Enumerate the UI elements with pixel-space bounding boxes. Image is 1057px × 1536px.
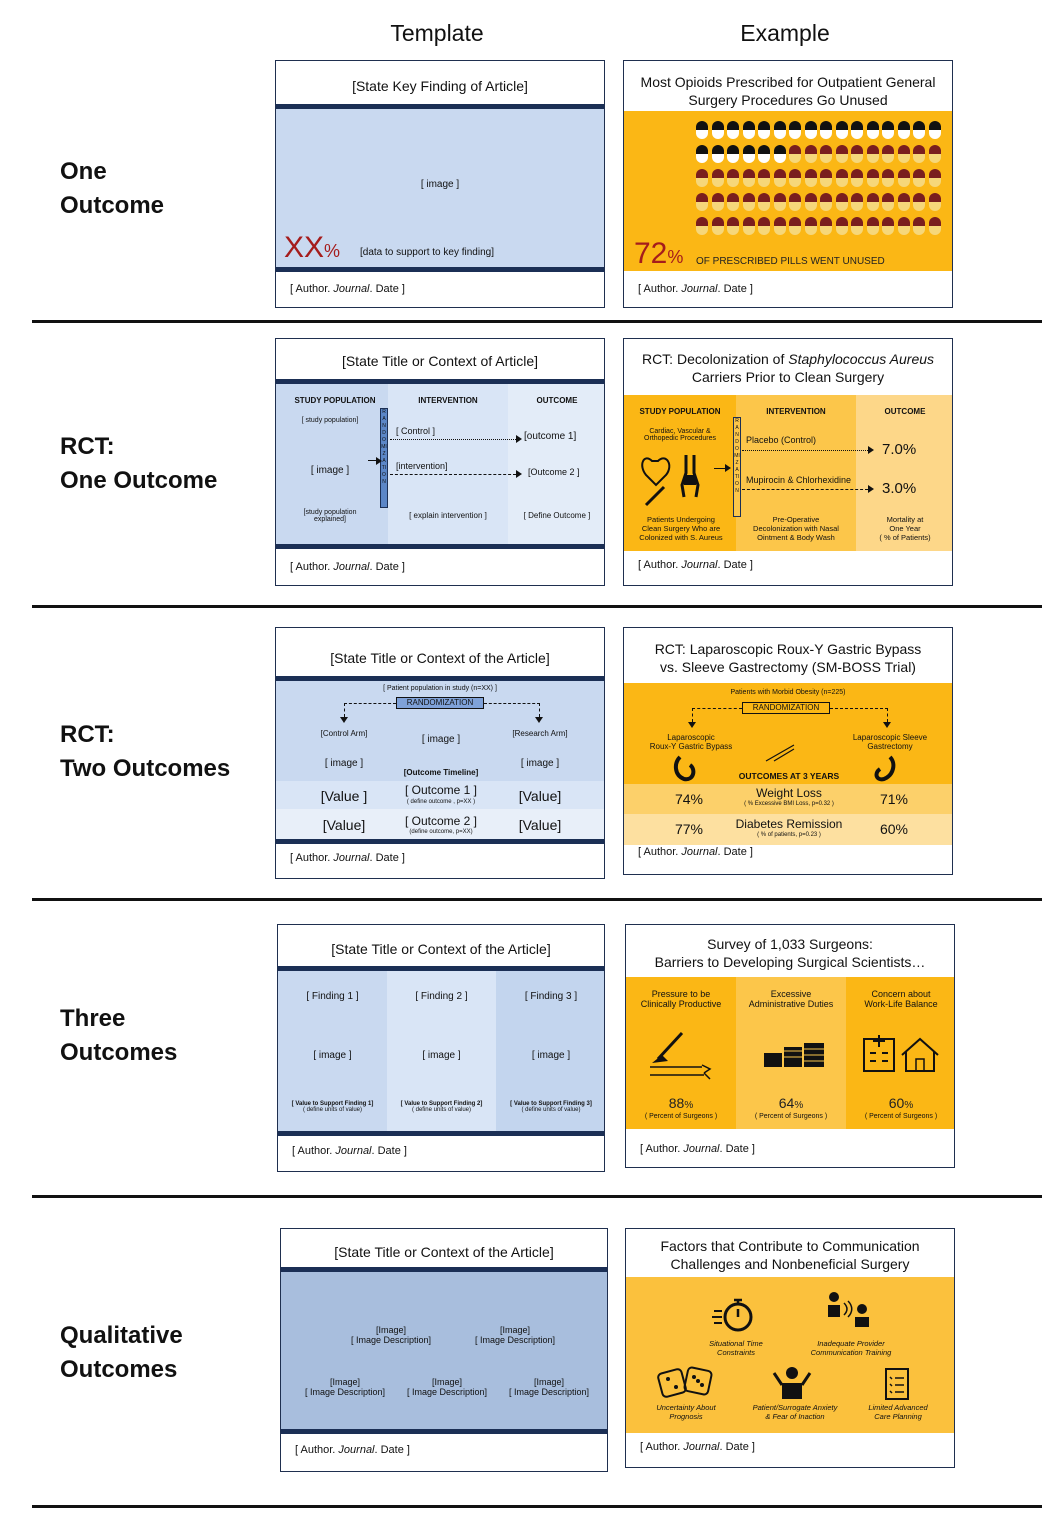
randomization-bar: RANDOMIZATION xyxy=(733,417,741,517)
paperwork-stacks-icon xyxy=(762,1041,826,1071)
arm-1-label: Laparoscopic Roux-Y Gastric Bypass xyxy=(649,733,733,751)
footer-divider xyxy=(276,839,604,844)
mupirocin-arrow-line xyxy=(742,489,868,490)
pill-unused-icon xyxy=(789,217,801,235)
heart-knee-scalpel-icon xyxy=(638,451,718,507)
pill-used-icon xyxy=(805,121,817,139)
stomach-sleeve-icon xyxy=(872,755,898,783)
pill-unused-icon xyxy=(913,169,925,187)
anxious-person-icon xyxy=(772,1365,812,1399)
pill-unused-icon xyxy=(774,169,786,187)
randomization-box: RANDOMIZATION xyxy=(396,697,484,709)
finding-1: [ Finding 1 ] xyxy=(306,991,359,1002)
template-body xyxy=(278,971,604,1131)
left-branch-line xyxy=(344,703,396,704)
mupirocin-label: Mupirocin & Chlorhexidine xyxy=(746,475,852,485)
outcome-1: [outcome 1] xyxy=(524,431,577,442)
example-card-rct-two-outcomes xyxy=(623,627,953,875)
factor-anxiety: Patient/Surrogate Anxiety & Fear of Inaction xyxy=(752,1403,838,1421)
pill-unused-icon xyxy=(867,193,879,211)
arrow-down-icon xyxy=(688,722,696,728)
example-body xyxy=(626,977,954,1129)
pill-unused-icon xyxy=(727,193,739,211)
template-body xyxy=(276,109,604,267)
citation-footer: [ Author. Journal. Date ] xyxy=(290,561,405,573)
arrow-down-icon xyxy=(535,717,543,723)
pill-unused-icon xyxy=(836,145,848,163)
arrow-icon xyxy=(868,446,874,454)
row-separator xyxy=(32,605,1042,608)
citation-footer: [ Author. Journal. Date ] xyxy=(290,283,405,295)
pill-used-icon xyxy=(743,121,755,139)
pill-unused-icon xyxy=(774,217,786,235)
pill-unused-icon xyxy=(851,193,863,211)
right-drop-line xyxy=(887,708,888,722)
example-body xyxy=(624,683,952,845)
pill-unused-icon xyxy=(836,217,848,235)
pill-unused-icon xyxy=(805,193,817,211)
pill-unused-icon xyxy=(820,169,832,187)
study-population: [ study population] xyxy=(301,417,359,424)
pill-used-icon xyxy=(898,121,910,139)
row-separator xyxy=(32,1195,1042,1198)
stat-big: XX% xyxy=(284,231,341,264)
control-arm: [Control Arm] xyxy=(320,729,368,738)
card-title: Factors that Contribute to Communication Challenges and Nonbeneficial Surgery xyxy=(660,1238,920,1272)
card-title: Survey of 1,033 Surgeons: Barriers to Developing Surgical Scientists… xyxy=(654,936,926,970)
column-header: INTERVENTION xyxy=(418,396,478,405)
outcome-value-intervention: 3.0% xyxy=(882,480,917,497)
citation-footer: [ Author. Journal. Date ] xyxy=(292,1145,407,1157)
footer-divider xyxy=(276,267,604,272)
pill-unused-icon xyxy=(758,169,770,187)
pill-used-icon xyxy=(774,145,786,163)
stat-big: 72% xyxy=(634,237,684,270)
procedures-label: Cardiac, Vascular & Orthopedic Procedures xyxy=(644,428,716,442)
pill-unused-icon xyxy=(929,193,941,211)
left-branch-line xyxy=(692,708,742,709)
pill-unused-icon xyxy=(836,193,848,211)
pill-unused-icon xyxy=(898,217,910,235)
stat-text: [data to support to key finding] xyxy=(360,247,494,258)
factor-uncertainty: Uncertainty About Prognosis xyxy=(656,1403,716,1421)
outcome-timeline: [Outcome Timeline] xyxy=(403,768,479,777)
column-header: INTERVENTION xyxy=(766,407,826,416)
outcome-1-definition: ( define outcome , p=XX ) xyxy=(406,799,476,805)
column-header: STUDY POPULATION xyxy=(639,407,721,416)
qual-image-1: [Image] [ Image Description] xyxy=(350,1325,432,1345)
pill-used-icon xyxy=(743,145,755,163)
pill-unused-icon xyxy=(727,217,739,235)
value-finding-3: [ Value to Support Finding 3] ( define units of value) xyxy=(510,1101,592,1113)
outcome-timeline: OUTCOMES AT 3 YEARS xyxy=(738,771,840,781)
arrow-icon xyxy=(868,485,874,493)
pill-unused-icon xyxy=(929,217,941,235)
pill-used-icon xyxy=(727,145,739,163)
barrier-2-value: 64% xyxy=(778,1095,804,1111)
card-title: [State Key Finding of Article] xyxy=(352,78,528,94)
footer-divider xyxy=(276,544,604,549)
pill-used-icon xyxy=(727,121,739,139)
footer-divider xyxy=(278,1131,604,1136)
image-placeholder: [ image ] xyxy=(420,179,460,190)
card-title: RCT: Decolonization of Staphylococcus Aureus Carriers Prior to Clean Surgery xyxy=(641,351,935,385)
template-card-qualitative xyxy=(280,1228,608,1472)
dice-icon xyxy=(656,1365,716,1401)
pill-unused-icon xyxy=(882,145,894,163)
value-left-1: [Value ] xyxy=(320,788,368,804)
outcome-2-definition: (define outcome, p=XX) xyxy=(409,829,473,835)
pill-unused-icon xyxy=(929,169,941,187)
outcome-2-definition: ( % of patients, p=0.23 ) xyxy=(757,832,821,838)
pill-used-icon xyxy=(696,121,708,139)
value-left-2: [Value] xyxy=(322,817,366,833)
research-arm: [Research Arm] xyxy=(512,729,568,738)
pill-used-icon xyxy=(929,121,941,139)
citation-footer: [ Author. Journal. Date ] xyxy=(290,852,405,864)
intervention-arrow-line xyxy=(390,474,516,475)
citation-footer: [ Author. Journal. Date ] xyxy=(640,1143,755,1155)
outcome-2: [Outcome 2 ] xyxy=(528,467,580,477)
patient-population: [ Patient population in study (n=XX) ] xyxy=(383,685,497,692)
pill-unused-icon xyxy=(820,217,832,235)
pill-unused-icon xyxy=(867,169,879,187)
pill-unused-icon xyxy=(712,169,724,187)
control-arrow-line xyxy=(390,439,516,440)
population-description: Patients Undergoing Clean Surgery Who are Colonized with S. Aureus xyxy=(639,515,723,542)
pill-unused-icon xyxy=(882,217,894,235)
pill-unused-icon xyxy=(820,145,832,163)
template-body xyxy=(276,681,604,839)
citation-footer: [ Author. Journal. Date ] xyxy=(638,283,753,295)
provider-communication-icon xyxy=(826,1291,870,1327)
image-placeholder: [ image ] xyxy=(313,1050,352,1061)
pill-unused-icon xyxy=(805,217,817,235)
pill-unused-icon xyxy=(712,193,724,211)
barrier-3-value: 60% xyxy=(888,1095,914,1111)
explain-intervention: [ explain intervention ] xyxy=(409,511,487,520)
hospital-home-icon xyxy=(862,1033,942,1073)
patient-population: Patients with Morbid Obesity (n=225) xyxy=(730,689,846,696)
placebo-label: Placebo (Control) xyxy=(746,435,817,445)
pill-unused-icon xyxy=(696,193,708,211)
pill-unused-icon xyxy=(743,193,755,211)
pill-used-icon xyxy=(851,121,863,139)
arrow-icon xyxy=(516,470,522,478)
pill-unused-icon xyxy=(913,217,925,235)
template-body xyxy=(276,384,604,544)
example-card-rct-one-outcome xyxy=(623,338,953,586)
citation-footer: [ Author. Journal. Date ] xyxy=(638,846,753,858)
pill-unused-icon xyxy=(727,169,739,187)
citation-footer: [ Author. Journal. Date ] xyxy=(638,559,753,571)
pill-unused-icon xyxy=(867,217,879,235)
image-placeholder: [ image ] xyxy=(421,734,461,745)
barrier-1-value: 88% xyxy=(668,1095,694,1111)
pill-unused-icon xyxy=(836,169,848,187)
units-label: ( Percent of Surgeons ) xyxy=(864,1113,938,1120)
image-placeholder: [ image ] xyxy=(531,1050,571,1061)
template-card-rct-two-outcomes xyxy=(275,627,605,879)
pill-used-icon xyxy=(696,145,708,163)
outcome-2: [ Outcome 2 ] xyxy=(404,814,478,828)
arrow-down-icon xyxy=(883,722,891,728)
pill-unused-icon xyxy=(913,145,925,163)
example-body xyxy=(624,111,952,271)
right-drop-line xyxy=(539,703,540,717)
pill-used-icon xyxy=(758,145,770,163)
stomach-bypass-icon xyxy=(672,755,698,783)
value-finding-1: [ Value to Support Finding 1] ( define units of value) xyxy=(291,1101,374,1113)
row-label-rct-two-outcomes: RCT: Two Outcomes xyxy=(60,721,231,782)
qual-image-2: [Image] [ Image Description] xyxy=(474,1325,556,1345)
template-body xyxy=(281,1272,607,1429)
pill-unused-icon xyxy=(898,193,910,211)
citation-footer: [ Author. Journal. Date ] xyxy=(295,1444,410,1456)
outcome-1-name: Weight Loss xyxy=(756,786,822,800)
card-title: RCT: Laparoscopic Roux-Y Gastric Bypass vs. Sleeve Gastrectomy (SM-BOSS Trial) xyxy=(654,641,922,675)
right-branch-line xyxy=(484,703,540,704)
pill-unused-icon xyxy=(789,169,801,187)
pill-unused-icon xyxy=(898,169,910,187)
example-body xyxy=(624,395,952,551)
units-label: ( Percent of Surgeons ) xyxy=(644,1113,718,1120)
pill-unused-icon xyxy=(774,193,786,211)
weight-loss-sleeve: 71% xyxy=(879,791,909,807)
card-title: Most Opioids Prescribed for Outpatient General Surgery Procedures Go Unused xyxy=(640,74,936,108)
template-column-header: Template xyxy=(390,20,484,46)
barrier-2-heading: Excessive Administrative Duties xyxy=(748,989,834,1009)
column-header: OUTCOME xyxy=(884,407,926,416)
stopwatch-icon xyxy=(712,1297,756,1333)
left-drop-line xyxy=(344,703,345,717)
intervention-description: Pre-Operative Decolonization with Nasal Ointment & Body Wash xyxy=(753,515,839,542)
placebo-arrow-line xyxy=(742,450,868,451)
qual-image-3: [Image] [ Image Description] xyxy=(304,1377,386,1397)
pill-unused-icon xyxy=(913,193,925,211)
value-finding-2: [ Value to Support Finding 2] ( define units of value) xyxy=(400,1101,483,1113)
pill-unused-icon xyxy=(882,169,894,187)
arrow-icon xyxy=(516,435,522,443)
arrow-down-icon xyxy=(340,717,348,723)
study-pop-explained: [study population explained] xyxy=(303,509,357,523)
pill-used-icon xyxy=(758,121,770,139)
pill-used-icon xyxy=(913,121,925,139)
intervention-label: [intervention] xyxy=(396,461,448,471)
pill-unused-icon xyxy=(898,145,910,163)
checklist-icon xyxy=(882,1367,912,1401)
image-placeholder: [ image ] xyxy=(422,1050,461,1061)
card-title: [State Title or Context of the Article] xyxy=(331,941,551,957)
pill-used-icon xyxy=(712,121,724,139)
card-title: [State Title or Context of Article] xyxy=(341,353,539,369)
pill-unused-icon xyxy=(696,217,708,235)
units-label: ( Percent of Surgeons ) xyxy=(754,1113,828,1120)
pill-unused-icon xyxy=(929,145,941,163)
template-card-three-outcomes xyxy=(277,924,605,1172)
row-separator xyxy=(32,1505,1042,1508)
pill-used-icon xyxy=(820,121,832,139)
outcome-description: Mortality at One Year ( % of Patients) xyxy=(879,515,931,542)
image-placeholder: [ image ] xyxy=(324,758,364,769)
card-title: [State Title or Context of the Article] xyxy=(334,1244,554,1260)
outcome-value-control: 7.0% xyxy=(882,441,917,458)
row-separator xyxy=(32,898,1042,901)
card-title: [State Title or Context of the Article] xyxy=(330,650,550,666)
example-card-one-outcome xyxy=(623,60,953,308)
pill-unused-icon xyxy=(758,217,770,235)
factor-time-constraints: Situational Time Constraints xyxy=(709,1339,763,1357)
diabetes-remission-bypass: 77% xyxy=(674,821,704,837)
pill-unused-icon xyxy=(882,193,894,211)
randomization-bar: RANDOMIZATION xyxy=(380,408,388,508)
pill-unused-icon xyxy=(743,217,755,235)
qual-image-4: [Image] [ Image Description] xyxy=(406,1377,488,1397)
row-label-qualitative-outcomes: Qualitative Outcomes xyxy=(60,1322,183,1383)
randomization-box: RANDOMIZATION xyxy=(742,702,830,714)
qual-image-5: [Image] [ Image Description] xyxy=(508,1377,590,1397)
pill-grid xyxy=(696,121,946,245)
laparoscopic-instrument-icon xyxy=(764,741,798,763)
diabetes-remission-sleeve: 60% xyxy=(879,821,909,837)
factor-inadequate-training: Inadequate Provider Communication Training xyxy=(810,1339,892,1357)
outcome-2-name: Diabetes Remission xyxy=(735,817,843,831)
finding-3: [ Finding 3 ] xyxy=(524,991,578,1002)
control-label: [ Control ] xyxy=(396,426,436,436)
pill-unused-icon xyxy=(851,217,863,235)
example-column-header: Example xyxy=(740,20,830,46)
barrier-1-heading: Pressure to be Clinically Productive xyxy=(640,989,722,1009)
example-card-qualitative xyxy=(625,1228,955,1468)
pill-used-icon xyxy=(882,121,894,139)
column-header: OUTCOME xyxy=(536,396,578,405)
template-card-rct-one-outcome xyxy=(275,338,605,586)
footer-divider xyxy=(281,1429,607,1434)
template-card-one-outcome xyxy=(275,60,605,308)
left-drop-line xyxy=(692,708,693,722)
row-label-one-outcome: One Outcome xyxy=(60,158,165,219)
value-right-1: [Value] xyxy=(518,788,562,804)
arrow-icon xyxy=(376,457,382,465)
pill-unused-icon xyxy=(805,145,817,163)
pill-used-icon xyxy=(836,121,848,139)
example-body xyxy=(626,1277,954,1433)
row-label-three-outcomes: Three Outcomes xyxy=(60,1005,178,1066)
finding-2: [ Finding 2 ] xyxy=(415,991,468,1002)
pill-unused-icon xyxy=(743,169,755,187)
column-header: STUDY POPULATION xyxy=(294,396,376,405)
right-branch-line xyxy=(830,708,888,709)
example-card-three-outcomes xyxy=(625,924,955,1168)
pill-used-icon xyxy=(789,121,801,139)
pill-used-icon xyxy=(712,145,724,163)
scalpel-hand-icon xyxy=(648,1029,714,1083)
factor-care-planning: Limited Advanced Care Planning xyxy=(868,1403,928,1421)
pill-unused-icon xyxy=(789,193,801,211)
citation-footer: [ Author. Journal. Date ] xyxy=(640,1441,755,1453)
value-right-2: [Value] xyxy=(518,817,562,833)
pill-unused-icon xyxy=(805,169,817,187)
image-placeholder: [ image ] xyxy=(520,758,560,769)
outcome-1: [ Outcome 1 ] xyxy=(404,783,478,797)
pill-unused-icon xyxy=(696,169,708,187)
pill-unused-icon xyxy=(851,169,863,187)
image-placeholder: [ image ] xyxy=(310,465,350,476)
pill-used-icon xyxy=(867,121,879,139)
pill-unused-icon xyxy=(712,217,724,235)
outcome-1-definition: ( % Excessive BMI Loss, p=0.32 ) xyxy=(744,801,834,807)
arrow-into-randomization xyxy=(714,468,726,469)
barrier-3-heading: Concern about Work-Life Balance xyxy=(864,989,938,1009)
pill-unused-icon xyxy=(851,145,863,163)
row-separator xyxy=(32,320,1042,323)
row-label-rct-one-outcome: RCT: One Outcome xyxy=(60,433,218,494)
pill-unused-icon xyxy=(867,145,879,163)
pill-unused-icon xyxy=(758,193,770,211)
stat-text: OF PRESCRIBED PILLS WENT UNUSED xyxy=(696,256,885,267)
pill-unused-icon xyxy=(789,145,801,163)
pill-unused-icon xyxy=(820,193,832,211)
outcome-column xyxy=(508,384,605,544)
weight-loss-bypass: 74% xyxy=(674,791,704,807)
define-outcome: [ Define Outcome ] xyxy=(523,511,591,520)
pill-used-icon xyxy=(774,121,786,139)
arm-2-label: Laparoscopic Sleeve Gastrectomy xyxy=(852,733,928,751)
